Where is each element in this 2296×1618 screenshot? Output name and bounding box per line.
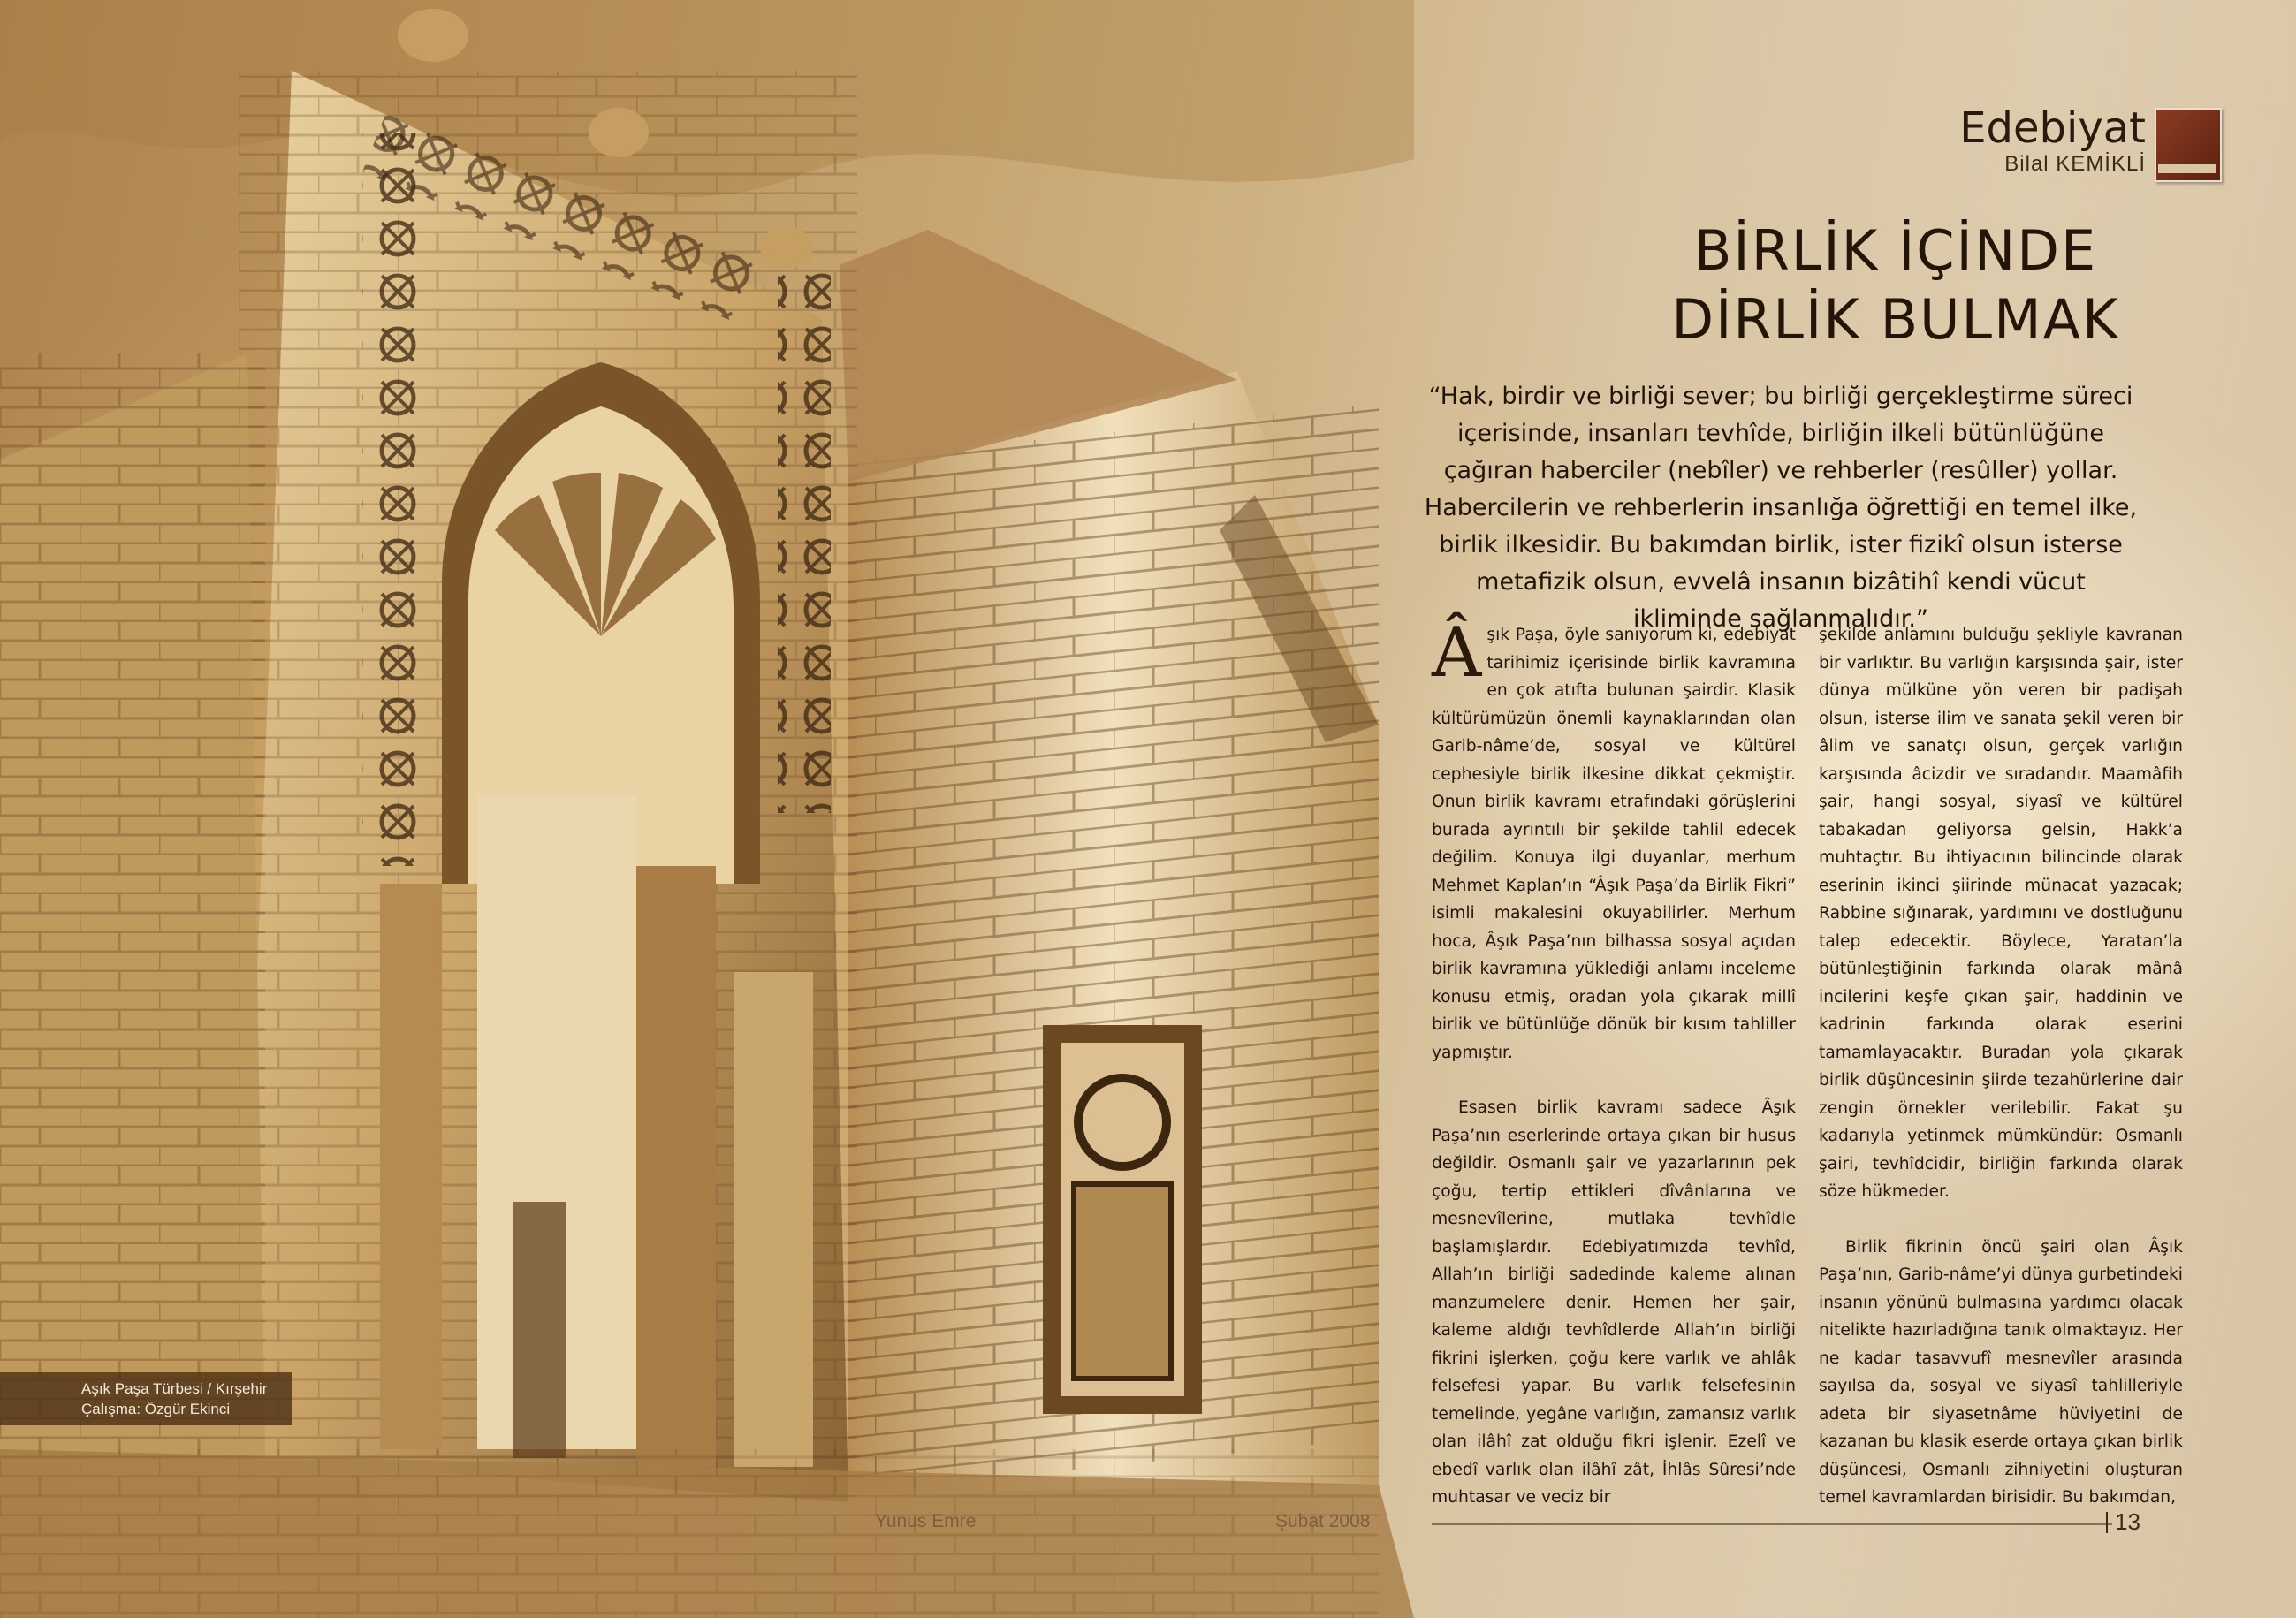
lead-quote: “Hak, birdir ve birliği sever; bu birliği gerçekleştirme süreci içerisinde, insanları tevhîde, birliğin ilkeli bütünlüğüne çağıran haberciler (nebîler) ve rehberler (resûller) yollar. Habercilerin ve rehberlerin insanlığa öğrettiği en temel ilke, birlik ilkesidir. Bu bakımdan birlik, ister fizikî olsun isterse metafizik olsun, evvelâ insanın bizâtihî kendi vücut ikliminde sağlanmalıdır.”: [1424, 383, 2138, 633]
caption-line-2: Çalışma: Özgür Ekinci: [81, 1401, 231, 1417]
footer-rule: [1432, 1523, 2112, 1525]
caption-line-1: Aşık Paşa Türbesi / Kırşehir: [81, 1380, 268, 1397]
section-name: Edebiyat: [1959, 103, 2146, 153]
text-column-1: [1432, 613, 1796, 1512]
author-name: Bilal KEMİKLİ: [2004, 152, 2146, 176]
paragraph-3: şekilde anlamını bulduğu şekliyle kavranan bir varlıktır. Bu varlığın karşısında şair, ister dünya mülküne yön veren bir padişah olsun, isterse ilim ve sanata şekil veren bir âlim ve sanatçı olsun, gerçek varlığın karşısında âcizdir ve sıradandır. Maamâfih şair, hangi sosyal, siyasî ve kültürel tabakadan geliyorsa gelsin, Hakk’a muhtaçtır. Bu ihtiyacının bilincinde olarak eserinin ikinci şiirinde münacat yazacak; Rabbine sığınarak, yardımını ve dostluğunu talep edecektir. Böylece, Yaratan’la bütünleştiğinin farkında olarak mânâ incilerini keşfe çıkan şair, haddinin ve kadrinin farkında olarak eserini tamamlayacaktır. Buradan yola çıkarak birlik düşüncesinin şiirde tezahürlerine dair zengin örnekler verilebilir. Fakat şu kadarıyla yetinmek mümkündür: Osmanlı şairi, tevhîdcidir, birliğin farkında olarak söze hükmeder.: [1819, 626, 2183, 1201]
magazine-name: Yunus Emre: [875, 1511, 977, 1531]
drop-cap: Â: [1432, 613, 1482, 693]
paragraph-1-text: şık Paşa, öyle sanıyorum ki, edebiyat tarihimiz içerisinde birlik kavramına en çok atıfta bulunan şairdir. Klasik kültürümüzün önemli kaynaklarından olan Garib-nâme’de, sosyal ve kültürel cephesiyle birlik ilkesine dikkat çekmiştir. Onun birlik kavramı etrafındaki görüşlerini burada ayrıntılı bir şekilde tahlil edecek değilim. Konuya ilgi duyanlar, merhum Mehmet Kaplan’ın “Âşık Paşa’da Birlik Fikri” isimli makalesini okuyabilirler. Merhum hoca, Âşık Paşa’nın bilhassa sosyal açıdan birlik kavramına yüklediği anlamı inceleme konusu etmiş, oradan yola çıkarak millî birlik ve bütünlüğe dönük bir kısım tahliller yapmıştır.: [1432, 626, 1796, 1062]
paragraph-1: [1432, 613, 1796, 1067]
paragraph-4: Birlik fikrinin öncü şairi olan Âşık Paşa’nın, Garib-nâme’yi dünya gurbetindeki insanın yönünü bulmasına yardımcı olacak nitelikte hazırladığına tanık olmaktayız. Her ne kadar tasavvufî mesnevîler arasında sayılsa da, sosyal ve siyasî tahlilleriyle adeta bir siyasetnâme hüviyetini de kazanan bu klasik eserde ortaya çıkan birlik düşüncesi, Osmanlı zihniyetini oluşturan temel kavramlardan birisidir. Bu bakımdan,: [1819, 1237, 2183, 1507]
article-title: [1326, 216, 2296, 354]
paragraph-2: Esasen birlik kavramı sadece Âşık Paşa’nın eserlerinde ortaya çıkan bir husus değildir. Osmanlı şair ve yazarlarının pek çoğu, tertip ettikleri dîvânlarına ve mesnevîlerine, mutlaka tevhîdle başlamışlardır. Edebiyatımızda tevhîd, Allah’ın birliği sadedinde kaleme alınan manzumelere denir. Hemen her şair, kaleme aldığı tevhîdlerde Allah’ın birliği fikrini işlerken, çoğu kere varlık ve ahlâk felsefesi yapar. Bu varlık felsefesinin temelinde, yegâne varlığın, zamansız varlık olan ilâhî zat olduğu fikri işlenir. Ezelî ve ebedî varlık olan ilâhî zât, İhlâs Sûresi’nde muhtasar ve veciz bir: [1432, 1098, 1796, 1507]
section-header: [1959, 104, 2146, 177]
issue-date: Şubat 2008: [1275, 1511, 1371, 1531]
title-line-2: DİRLİK BULMAK: [1671, 287, 2120, 352]
text-column-2: [1819, 621, 2183, 1512]
title-line-1: BİRLİK İÇİNDE: [1693, 218, 2098, 283]
page-number: 13: [2115, 1508, 2140, 1535]
image-caption: [0, 1372, 292, 1425]
page-footer: [0, 1507, 2296, 1542]
